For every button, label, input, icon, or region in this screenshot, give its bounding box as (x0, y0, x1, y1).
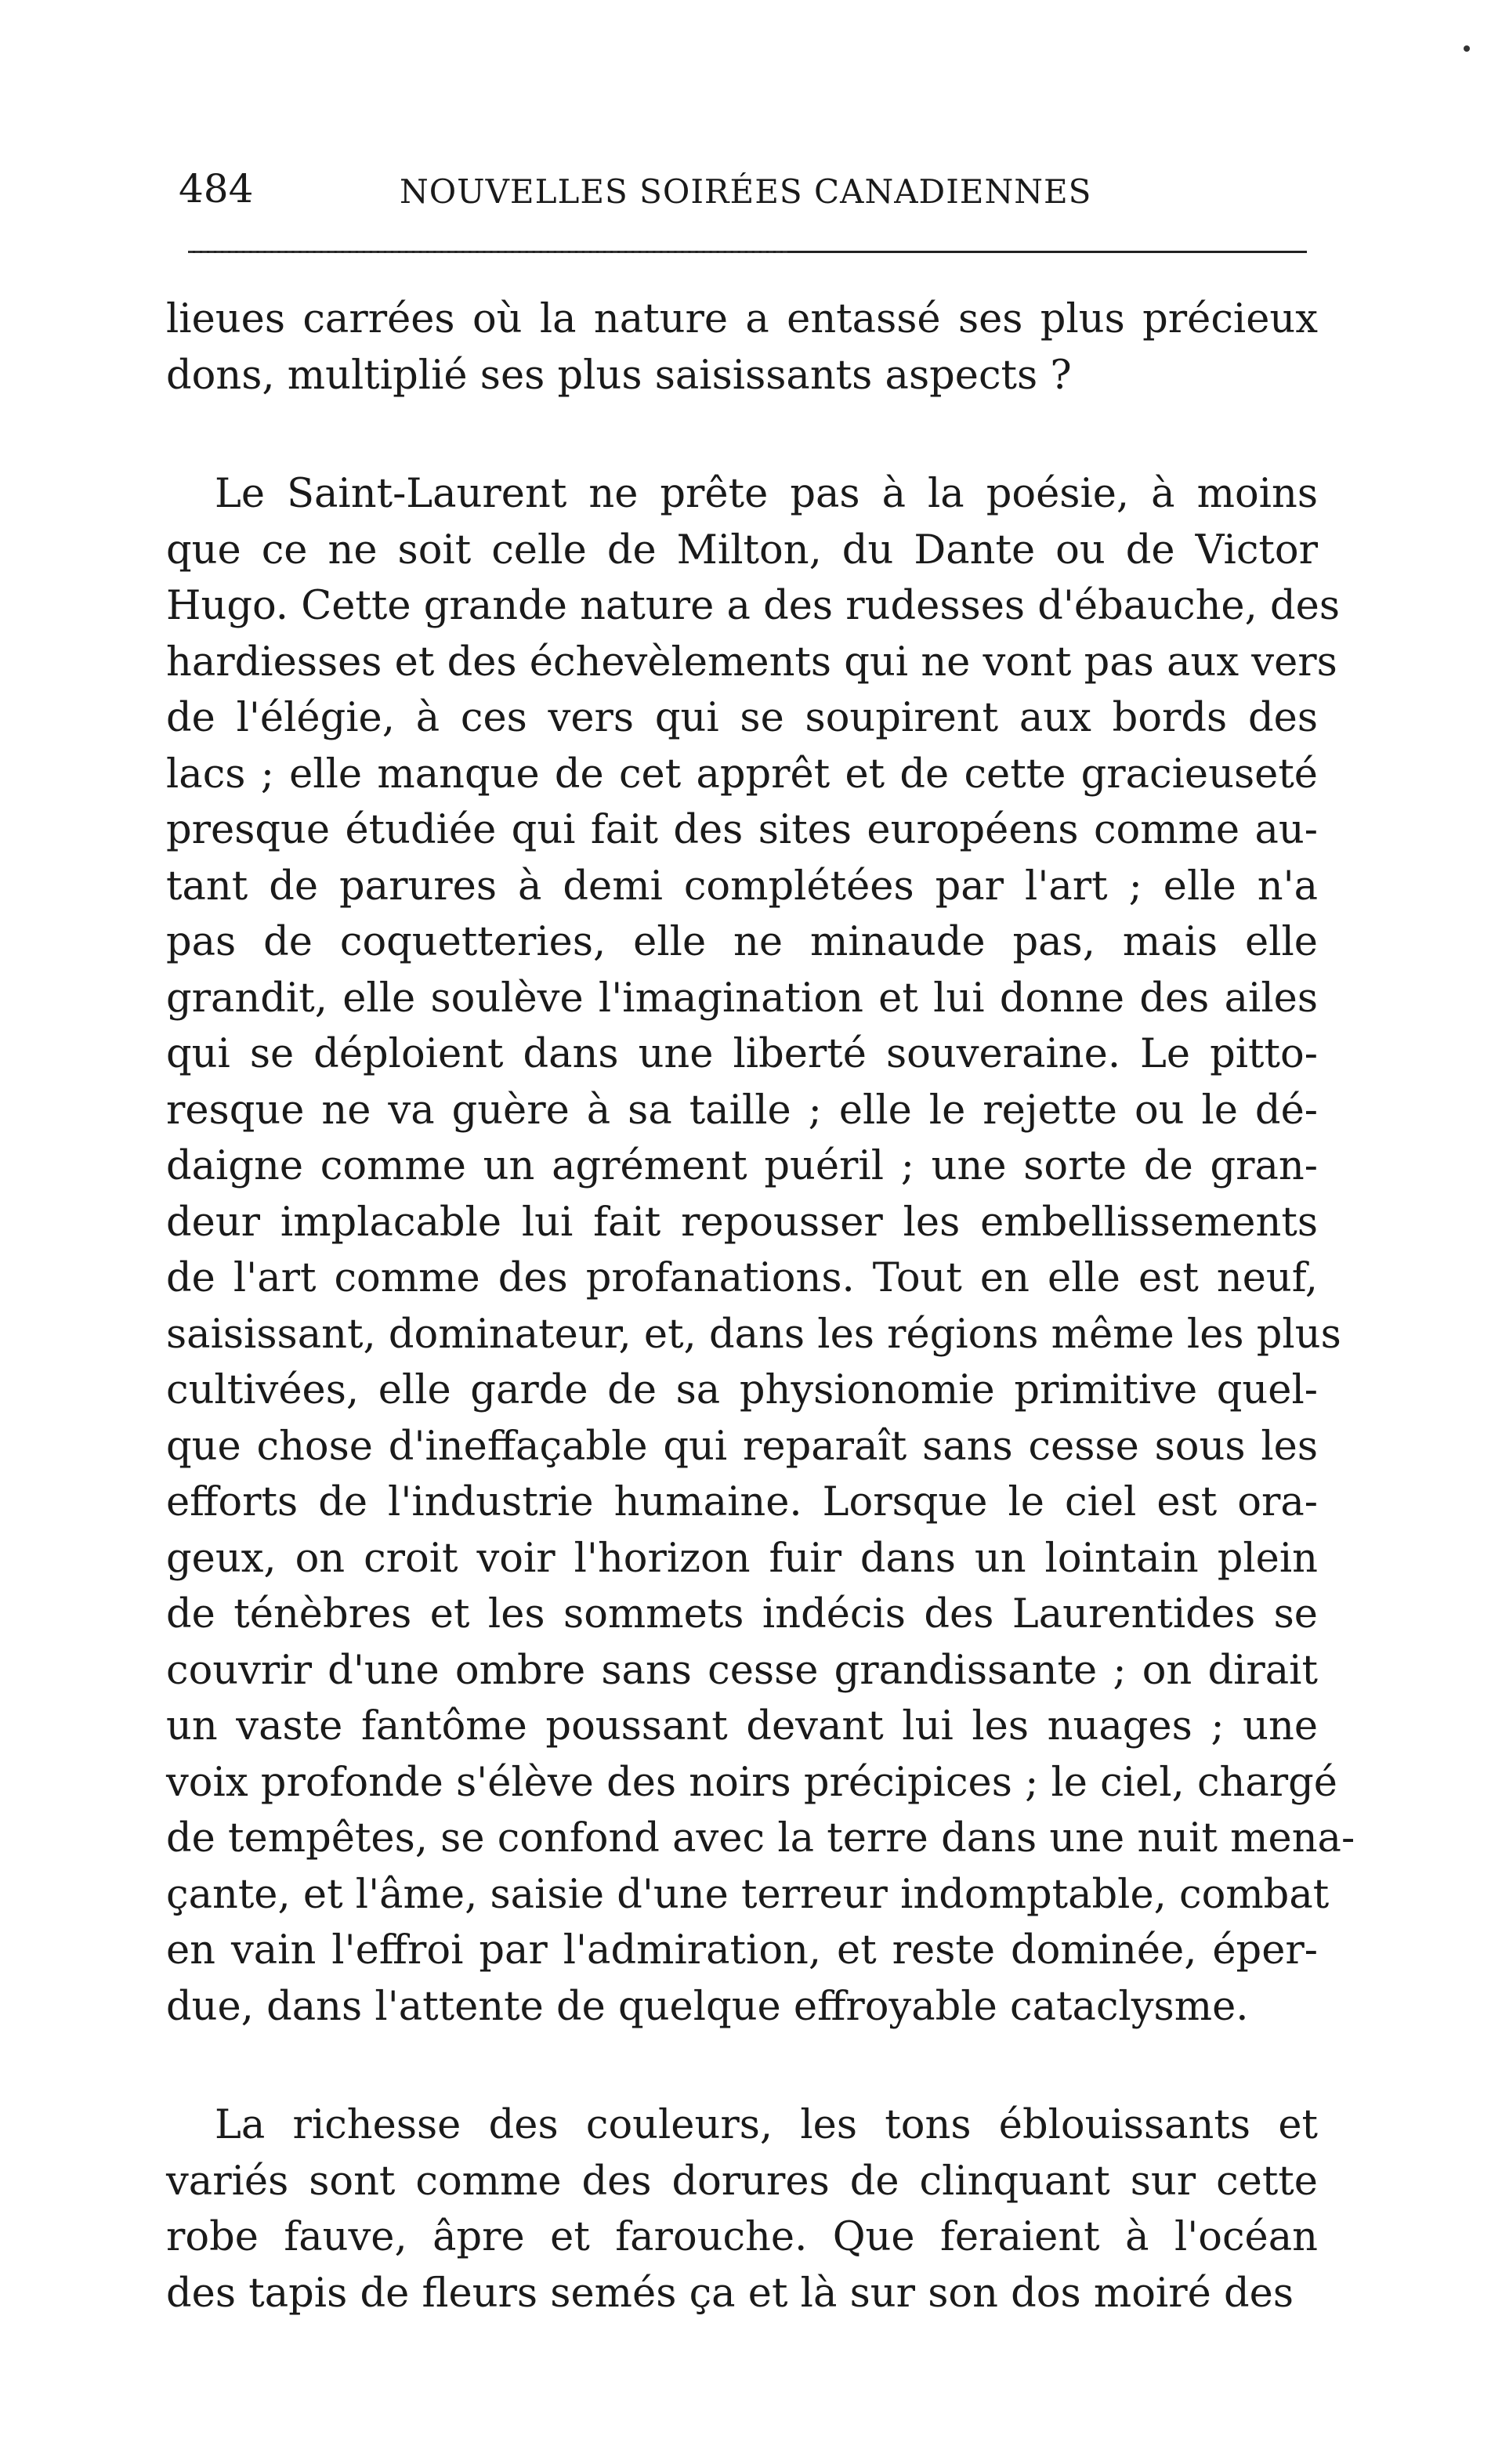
text-line: lacs ; elle manque de cet apprêt et de cette gracieuseté (166, 751, 1318, 798)
text-line: couvrir d'une ombre sans cesse grandissante ; on dirait (166, 1647, 1318, 1694)
text-line: due, dans l'attente de quelque effroyable cataclysme. (166, 1983, 1249, 2030)
text-line: tant de parures à demi complétées par l'art ; elle n'a (166, 863, 1318, 910)
text-line: de l'art comme des profanations. Tout en elle est neuf, (166, 1255, 1318, 1301)
text-line: un vaste fantôme poussant devant lui les nuages ; une (166, 1703, 1318, 1749)
paragraph (166, 2097, 1318, 2321)
text-line: de l'élégie, à ces vers qui se soupirent aux bords des (166, 695, 1318, 741)
text-line: saisissant, dominateur, et, dans les régions même les plus (166, 1311, 1341, 1358)
text-line: daigne comme un agrément puéril ; une sorte de gran- (166, 1143, 1318, 1189)
text-line: geux, on croit voir l'horizon fuir dans un lointain plein (166, 1535, 1318, 1582)
text-line: en vain l'effroi par l'admiration, et reste dominée, éper- (166, 1927, 1318, 1974)
text-line: robe fauve, âpre et farouche. Que feraient à l'océan (166, 2214, 1318, 2260)
running-header (179, 161, 1316, 216)
text-line: Hugo. Cette grande nature a des rudesses d'ébauche, des (166, 583, 1341, 629)
text-line: que chose d'ineffaçable qui reparaît sans cesse sous les (166, 1423, 1318, 1470)
paragraph-gap (166, 403, 1318, 466)
text-line: hardiesses et des échevèlements qui ne vont pas aux vers (166, 639, 1337, 686)
paragraph-gap (166, 2035, 1318, 2097)
text-line: Le Saint-Laurent ne prête pas à la poésie, à moins (215, 471, 1318, 517)
text-line: que ce ne soit celle de Milton, du Dante ou de Victor (166, 526, 1318, 573)
text-line: efforts de l'industrie humaine. Lorsque le ciel est ora- (166, 1479, 1318, 1525)
text-line: resque ne va guère à sa taille ; elle le rejette ou le dé- (166, 1087, 1318, 1134)
text-line: deur implacable lui fait repousser les embellissements (166, 1199, 1318, 1246)
text-line: lieues carrées où la nature a entassé ses plus précieux (166, 296, 1318, 342)
text-line: dons, multiplié ses plus saisissants aspects ? (166, 352, 1072, 399)
text-line: variés sont comme des dorures de clinquant sur cette (166, 2158, 1318, 2205)
paragraph (166, 466, 1355, 2035)
text-line: des tapis de fleurs semés ça et là sur son dos moiré des (166, 2270, 1294, 2317)
text-line: çante, et l'âme, saisie d'une terreur indomptable, combat (166, 1871, 1330, 1918)
body-text (166, 291, 1355, 2321)
running-title: NOUVELLES SOIRÉES CANADIENNES (400, 172, 1092, 211)
page-number: 484 (179, 166, 254, 212)
text-line: de tempêtes, se confond avec la terre dans une nuit mena- (166, 1815, 1355, 1862)
text-line: voix profonde s'élève des noirs précipices ; le ciel, chargé (166, 1759, 1337, 1806)
text-line: grandit, elle soulève l'imagination et lui donne des ailes (166, 975, 1318, 1022)
print-speck (1464, 45, 1470, 52)
text-line: cultivées, elle garde de sa physionomie primitive quel- (166, 1367, 1318, 1413)
text-line: pas de coquetteries, elle ne minaude pas, mais elle (166, 919, 1318, 965)
header-rule-dashed-segment (188, 251, 787, 253)
text-line: de ténèbres et les sommets indécis des Laurentides se (166, 1591, 1318, 1637)
text-line: qui se déploient dans une liberté souveraine. Le pitto- (166, 1031, 1318, 1077)
text-line: La richesse des couleurs, les tons éblouissants et (215, 2102, 1318, 2148)
text-line: presque étudiée qui fait des sites européens comme au- (166, 807, 1318, 853)
paragraph (166, 291, 1318, 403)
